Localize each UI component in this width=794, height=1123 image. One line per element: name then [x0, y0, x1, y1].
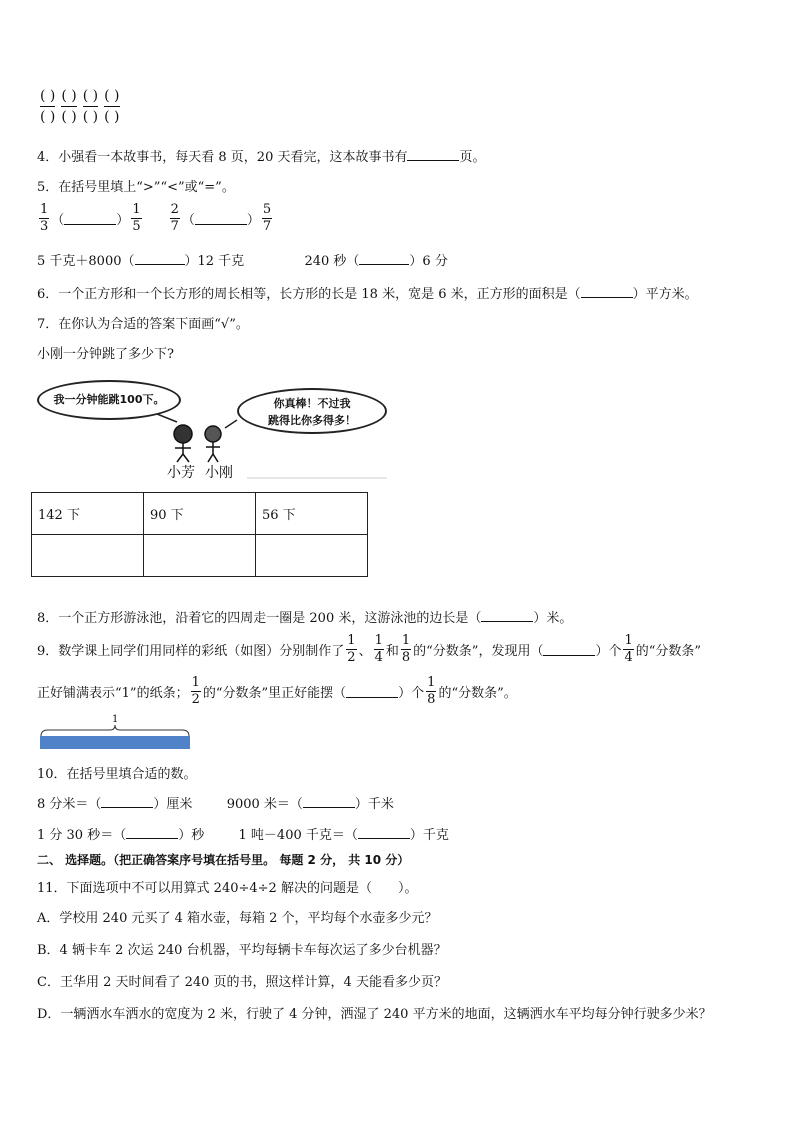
answer-blank[interactable]: [64, 212, 116, 225]
question-5-row-2: 5 千克＋8000（ ）12 千克 240 秒（ ）6 分: [37, 254, 448, 269]
answer-blank[interactable]: [126, 826, 178, 839]
fraction: $\frac{1}{8}$: [427, 675, 436, 707]
fraction: $\frac{1}{5}$: [132, 202, 141, 234]
question-4: 4．小强看一本故事书，每天看 8 页，20 天看完，这本故事书有 页。: [37, 150, 486, 165]
fraction: $\frac{1}{2}$: [347, 633, 356, 665]
question-9-line-1: 9．数学课上同学们用同样的彩纸（如图）分别制作了 $\frac{1}{2}$ 、 $\frac{1}{4}$ 和 $\frac{1}{8}$ 的“分数条”，发现用（ ）个 $\frac{1}{4}$ 的“分数条”: [37, 633, 702, 665]
name-label-xiaogang: 小刚: [205, 465, 233, 481]
question-10-row-1: 8 分米＝（ ）厘米 9000 米＝（ ）千米: [37, 797, 394, 812]
fraction: $\frac{2}{7}$: [170, 202, 179, 234]
fraction: $\frac{1}{8}$: [401, 633, 411, 665]
table-row: [32, 493, 368, 535]
answer-blank[interactable]: [346, 685, 398, 698]
option-d[interactable]: D．一辆洒水车洒水的宽度为 2 米，行驶了 4 分钟，洒湿了 240 平方米的地面，这辆洒水车平均每分钟行驶多少米？: [37, 1007, 712, 1022]
boy-figure: [205, 426, 221, 462]
answer-blank[interactable]: [303, 795, 355, 808]
fraction: $\frac{1}{4}$: [374, 633, 383, 665]
answer-blank[interactable]: [195, 212, 247, 225]
question-4-text: 4．小强看一本故事书，每天看 8 页，20 天看完，这本故事书有: [37, 150, 408, 165]
comic-illustration: [37, 378, 387, 483]
question-5-row-1: $\frac{1}{3}$ （ ） $\frac{1}{5}$ $\frac{2}{7}$ （ ） $\frac{5}{7}$: [40, 202, 272, 234]
question-5-title: 5．在括号里填上“>”“<”或“=”。: [37, 180, 235, 195]
answer-blank[interactable]: [543, 643, 595, 656]
fraction: $\frac{5}{7}$: [262, 202, 272, 234]
name-label-xiaofang: 小芳: [167, 465, 195, 481]
option-cell: 56 下: [256, 493, 368, 535]
option-cell: 90 下: [144, 493, 256, 535]
table-row: [32, 535, 368, 577]
question-9-line-2: 正好铺满表示“1”的纸条； $\frac{1}{2}$ 的“分数条”里正好能摆（ ）个 $\frac{1}{8}$ 的“分数条”。: [37, 675, 517, 707]
option-cell: 142 下: [32, 493, 144, 535]
answer-blank[interactable]: [358, 826, 410, 839]
answer-blank[interactable]: [407, 148, 459, 161]
fraction-blank-2[interactable]: ( ) ( ): [61, 88, 77, 125]
girl-figure: [174, 425, 192, 462]
answer-blank[interactable]: [359, 252, 409, 265]
answer-table: [31, 492, 368, 577]
speech-bubble-right: 你真棒！不过我 跳得比你多得多！: [237, 388, 387, 434]
strip-label: 1: [112, 714, 119, 725]
fraction: $\frac{1}{4}$: [624, 633, 633, 665]
fraction-blank-1[interactable]: ( ) ( ): [40, 88, 56, 125]
question-10-row-2: 1 分 30 秒＝（ ）秒 1 吨－400 千克＝（ ）千克: [37, 828, 449, 843]
check-cell[interactable]: [256, 535, 368, 577]
top-fraction-row: [40, 86, 126, 127]
speech-bubble-left: 我一分钟能跳100下。: [37, 380, 181, 420]
answer-blank[interactable]: [101, 795, 153, 808]
option-a[interactable]: A．学校用 240 元买了 4 箱水壶，每箱 2 个，平均每个水壶多少元？: [37, 911, 438, 926]
fraction: $\frac{1}{2}$: [191, 675, 200, 707]
paper-strip-bar: [40, 736, 190, 749]
question-10-title: 10．在括号里填合适的数。: [37, 767, 197, 782]
answer-blank[interactable]: [481, 609, 533, 622]
option-b[interactable]: B．4 辆卡车 2 次运 240 台机器，平均每辆卡车每次运了多少台机器？: [37, 943, 447, 958]
question-7-title: 7．在你认为合适的答案下面画“√”。: [37, 317, 249, 332]
answer-blank[interactable]: [135, 252, 185, 265]
option-c[interactable]: C．王华用 2 天时间看了 240 页的书，照这样计算，4 天能看多少页？: [37, 975, 447, 990]
check-cell[interactable]: [144, 535, 256, 577]
question-7-prompt: 小刚一分钟跳了多少下?: [37, 347, 174, 362]
paper-strip-figure: [40, 716, 190, 750]
question-11-title: 11．下面选项中不可以用算式 240÷4÷2 解决的问题是（ ）。: [37, 881, 418, 896]
section-heading: 二、 选择题。（把正确答案序号填在括号里。 每题 2 分， 共 10 分）: [37, 853, 410, 867]
fraction-blank-3[interactable]: ( ) ( ): [82, 88, 99, 125]
question-6: 6．一个正方形和一个长方形的周长相等，长方形的长是 18 米，宽是 6 米，正方形的面积是（ ）平方米。: [37, 287, 698, 302]
question-8: 8．一个正方形游泳池，沿着它的四周走一圈是 200 米，这游泳池的边长是（ ）米。: [37, 611, 573, 626]
answer-blank[interactable]: [581, 285, 633, 298]
fraction: $\frac{1}{3}$: [40, 202, 49, 234]
fraction-blank-4[interactable]: ( ) ( ): [104, 88, 120, 125]
check-cell[interactable]: [32, 535, 144, 577]
